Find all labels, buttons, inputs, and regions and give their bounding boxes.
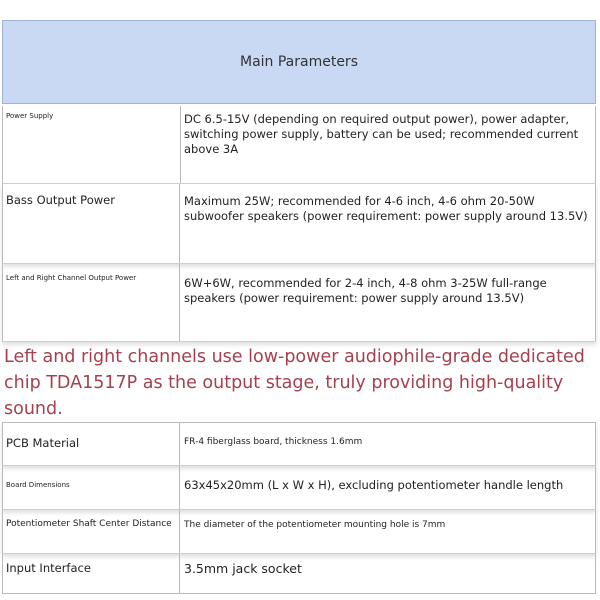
row-value: The diameter of the potentiometer mounting hole is 7mm: [184, 520, 446, 530]
table-row-power-supply: [2, 106, 596, 184]
row-label: Input Interface: [3, 554, 180, 593]
table-title: Main Parameters: [239, 54, 358, 70]
table-row-potentiometer-distance: [2, 510, 596, 554]
row-value: DC 6.5-15V (depending on required output power), power adapter, switching power supply, battery can be used; recommended current above 3A: [184, 112, 579, 156]
row-value: 63x45x20mm (L x W x H), excluding potentiometer handle length: [184, 478, 564, 492]
row-value: FR-4 fiberglass board, thickness 1.6mm: [184, 437, 363, 447]
row-value: 3.5mm jack socket: [184, 561, 302, 576]
row-label: PCB Material: [3, 422, 180, 465]
row-value: Maximum 25W; recommended for 4-6 inch, 4-6 ohm 20-50W subwoofer speakers (power requirement: power supply around 13.5V): [184, 194, 588, 223]
table-row-input-interface: [2, 554, 596, 594]
table-header: [2, 20, 596, 104]
table-row-pcb-material: [2, 422, 596, 466]
row-value: 6W+6W, recommended for 2-4 inch, 4-8 ohm 3-25W full-range speakers (power requirement: power supply around 13.5V): [184, 276, 547, 305]
row-label: Bass Output Power: [3, 184, 180, 263]
row-label: Power Supply: [6, 112, 54, 120]
table-row-bass-output-power: [2, 184, 596, 264]
row-label: Potentiometer Shaft Center Distance: [3, 510, 180, 553]
table-row-board-dimensions: [2, 466, 596, 510]
chip-note: Left and right channels use low-power audiophile-grade dedicated chip TDA1517P as the output stage, truly providing high-quality sound.: [4, 347, 585, 419]
table-row-lr-output-power: [2, 264, 596, 342]
row-label: Left and Right Channel Output Power: [3, 264, 180, 341]
parameters-sheet: [0, 14, 598, 594]
row-label: Board Dimensions: [3, 466, 180, 509]
